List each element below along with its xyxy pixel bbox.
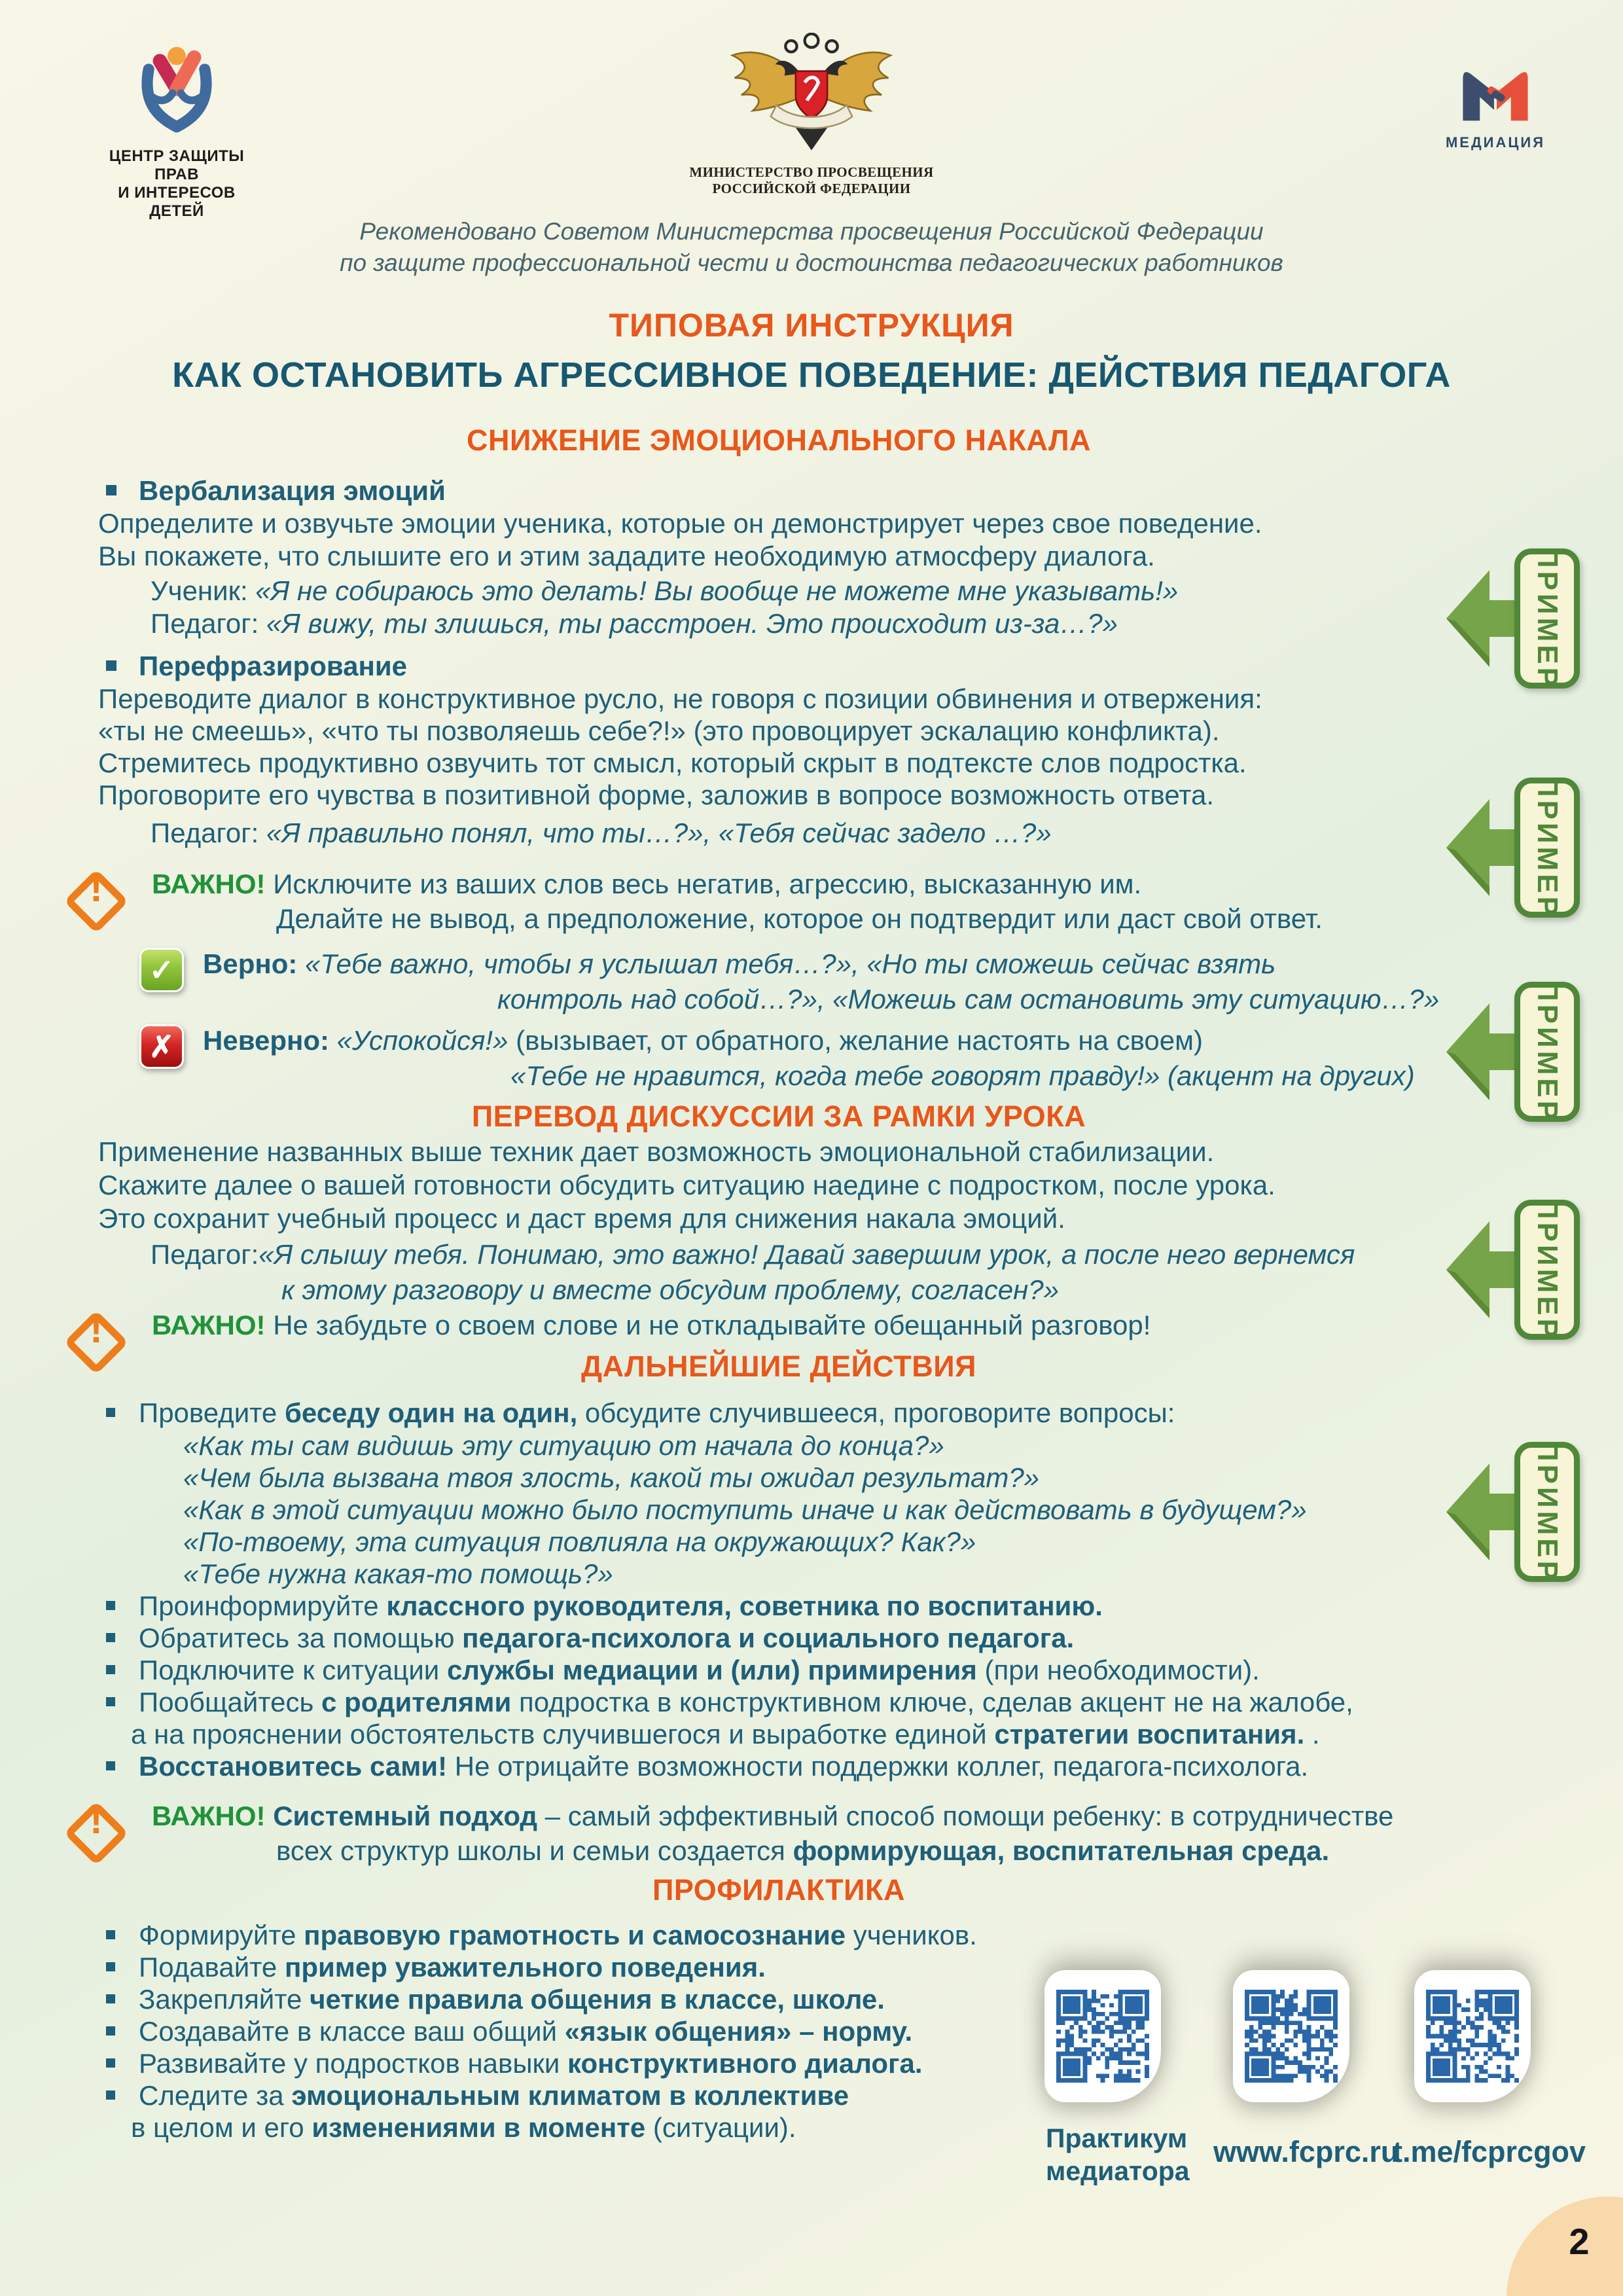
important-note-3 xyxy=(90,1798,1459,1868)
text-line: Вы покажете, что слышите его и этим зададите необходимую атмосферу диалога. xyxy=(98,541,1155,571)
russia-eagle-emblem-icon xyxy=(713,149,910,160)
qr-card-website xyxy=(1233,1970,1349,2102)
left-logo-caption-line1: ЦЕНТР ЗАЩИТЫ ПРАВ xyxy=(109,147,245,183)
bullet-psychologist: Обратитесь за помощью педагога-психолога и социального педагога. xyxy=(98,1622,1459,1654)
qr-code-icon xyxy=(1426,1990,1519,2083)
correct-line2: контроль над собой…?», «Можешь сам остановить эту ситуацию…?» xyxy=(497,984,1440,1014)
bullet-constructive-dialog: Развивайте у подростков навыки конструктивного диалога. xyxy=(98,2047,1459,2079)
important-text-line1: ВАЖНО! Системный подход – самый эффективный способ помощи ребенку: в сотрудничестве xyxy=(152,1801,1394,1831)
qr-label-website-url: www.fcprc.ru xyxy=(1213,2135,1399,2168)
qr-code-icon xyxy=(1056,1990,1149,2083)
warning-diamond-icon: ! xyxy=(58,1795,135,1872)
example-tab: ПРИМЕР xyxy=(1514,1442,1580,1582)
section-header-deescalation: СНИЖЕНИЕ ЭМОЦИОНАЛЬНОГО НАКАЛА xyxy=(466,423,1092,457)
important-text: ВАЖНО! Не забудьте о своем слове и не откладывайте обещанный разговор! xyxy=(152,1310,1151,1340)
recommendation-line1: Рекомендовано Советом Министерства просвещения Российской Федерации xyxy=(359,218,1264,245)
bullet-parents: Пообщайтесь с родителями подростка в конструктивном ключе, сделав акцент не на жалобе, xyxy=(98,1686,1459,1718)
text-line: «ты не смеешь», «что ты позволяешь себе?!» (это провоцирует эскалацию конфликта). xyxy=(98,715,1220,746)
text-line: Определите и озвучьте эмоции ученика, которые он демонстрирует через свое поведение. xyxy=(98,508,1262,539)
incorrect-example-row xyxy=(98,1023,1459,1094)
recommendation-note xyxy=(0,216,1623,279)
example-teacher-quote: Педагог: «Я вижу, ты злишься, ты расстроен. Это происходит из-за…?» xyxy=(151,608,1118,639)
page-title: КАК ОСТАНОВИТЬ АГРЕССИВНОЕ ПОВЕДЕНИЕ: ДЕЙСТВИЯ ПЕДАГОГА xyxy=(172,355,1451,395)
hands-child-icon xyxy=(128,130,226,141)
text-line: Стремитесь продуктивно озвучить тот смысл, который скрыт в подтексте слов подростка. xyxy=(98,747,1247,778)
content-column xyxy=(90,423,1459,2144)
important-text-line2: всех структур школы и семьи создается формирующая, воспитательная среда. xyxy=(276,1835,1330,1866)
mediation-m-handshake-icon xyxy=(1455,118,1536,130)
page-number: 2 xyxy=(1569,2221,1590,2262)
incorrect-line1: Неверно: «Успокойся!» (вызывает, от обратного, желание настоять на своем) xyxy=(203,1025,1203,1056)
bullet-parents-cont: а на прояснении обстоятельств случившегося и выработке единой стратегии воспитания. . xyxy=(131,1719,1320,1749)
qr-card-mediator-workshop xyxy=(1044,1970,1161,2102)
left-logo-caption-line2: И ИНТЕРЕСОВ ДЕТЕЙ xyxy=(118,184,236,220)
bullet-recover: Восстановитесь сами! Не отрицайте возможности поддержки коллег, педагога-психолога. xyxy=(98,1750,1459,1782)
example-student-quote: Ученик: «Я не собираюсь это делать! Вы вообще не можете мне указывать!» xyxy=(151,575,1179,606)
qr-code-icon xyxy=(1245,1990,1338,2083)
bullet-verbalization: Вербализация эмоций xyxy=(98,475,1459,507)
qr-label-telegram-url: t.me/fcprcgov xyxy=(1393,2135,1586,2168)
example-tab: ПРИМЕР xyxy=(1514,982,1580,1122)
bullet-respect-example: Подавайте пример уважительного поведения. xyxy=(98,1951,1459,1983)
example-tab: ПРИМЕР xyxy=(1514,778,1580,918)
text-line: Переводите диалог в конструктивное русло, не говоря с позиции обвинения и отвержения: xyxy=(98,683,1262,714)
question-quote: «По-твоему, эта ситуация повлияла на окружающих? Как?» xyxy=(183,1526,976,1557)
example-teacher-quote: Педагог:«Я слышу тебя. Понимаю, это важно! Давай завершим урок, а после него вернемся xyxy=(151,1239,1355,1270)
children-rights-center-logo xyxy=(98,41,255,221)
mediation-logo xyxy=(1420,58,1571,151)
important-text-line2: Делайте не вывод, а предположение, которое он подтвердит или даст свой ответ. xyxy=(276,903,1323,934)
bullet-clear-rules: Закрепляйте четкие правила общения в классе, школе. xyxy=(98,1983,1459,2015)
important-note-2 xyxy=(90,1307,1459,1351)
bullet-emotional-climate-cont: в целом и его изменениями в моменте (ситуации). xyxy=(131,2112,796,2143)
question-quote: «Чем была вызвана твоя злость, какой ты ожидал результат?» xyxy=(183,1462,1040,1493)
text-line: Скажите далее о вашей готовности обсудить ситуацию наедине с подростком, после урока. xyxy=(98,1170,1275,1200)
section-header-next-steps: ДАЛЬНЕЙШИЕ ДЕЙСТВИЯ xyxy=(581,1350,976,1383)
cross-icon: ✗ xyxy=(139,1024,184,1069)
checkmark-icon: ✓ xyxy=(139,948,184,992)
section-header-prevention: ПРОФИЛАКТИКА xyxy=(652,1873,905,1907)
bullet-inform: Проинформируйте классного руководителя, советника по воспитанию. xyxy=(98,1590,1459,1622)
ministry-caption-line2: РОССИЙСКОЙ ФЕДЕРАЦИИ xyxy=(712,181,911,196)
bullet-legal-literacy: Формируйте правовую грамотность и самосознание учеников. xyxy=(98,1919,1459,1951)
important-note-1 xyxy=(90,866,1459,936)
incorrect-line2: «Тебе не нравится, когда тебе говорят правду!» (акцент на других) xyxy=(510,1060,1415,1091)
bullet-emotional-climate: Следите за эмоциональным климатом в коллективе xyxy=(98,2079,1459,2111)
ministry-logo xyxy=(668,33,955,197)
text-line: Проговорите его чувства в позитивной форме, заложив в вопросе возможность ответа. xyxy=(98,780,1215,810)
bullet-mediation-services: Подключите к ситуации службы медиации и (или) примирения (при необходимости). xyxy=(98,1654,1459,1686)
correct-line1: Верно: «Тебе важно, чтобы я услышал тебя…?», «Но ты сможешь сейчас взять xyxy=(203,948,1276,979)
text-line: Применение названных выше техник дает возможность эмоциональной стабилизации. xyxy=(98,1136,1215,1167)
correct-example-row xyxy=(98,946,1459,1017)
example-tab: ПРИМЕР xyxy=(1514,548,1580,689)
qr-card-telegram xyxy=(1414,1970,1531,2102)
question-quote: «Как в этой ситуации можно было поступить иначе и как действовать в будущем?» xyxy=(183,1494,1307,1525)
section-header-discussion: ПЕРЕВОД ДИСКУССИИ ЗА РАМКИ УРОКА xyxy=(471,1100,1086,1133)
ministry-caption-line1: МИНИСТЕРСТВО ПРОСВЕЩЕНИЯ xyxy=(689,164,934,180)
bullet-one-on-one: Проведите беседу один на один, обсудите случившееся, проговорите вопросы: xyxy=(98,1397,1459,1429)
bullet-common-language: Создавайте в классе ваш общий «язык общения» – норму. xyxy=(98,2015,1459,2047)
warning-diamond-icon: ! xyxy=(58,863,135,940)
mediation-caption: МЕДИАЦИЯ xyxy=(1445,134,1546,151)
important-text-line1: ВАЖНО! Исключите из ваших слов весь негатив, агрессию, высказанную им. xyxy=(152,869,1142,899)
question-quote: «Как ты сам видишь эту ситуацию от начала до конца?» xyxy=(183,1430,944,1461)
bullet-paraphrasing: Перефразирование xyxy=(98,650,1459,683)
recommendation-line2: по защите профессиональной чести и достоинства педагогических работников xyxy=(340,249,1283,276)
example-teacher-quote: Педагог: «Я правильно понял, что ты…?», «Тебя сейчас задело …?» xyxy=(151,817,1052,848)
example-tab: ПРИМЕР xyxy=(1514,1200,1580,1340)
example-teacher-quote-cont: к этому разговору и вместе обсудим проблему, согласен?» xyxy=(281,1274,1059,1305)
document-type-title: ТИПОВАЯ ИНСТРУКЦИЯ xyxy=(609,307,1014,344)
question-quote: «Тебе нужна какая-то помощь?» xyxy=(183,1558,613,1589)
qr-label-mediator-workshop: Практикум медиатора xyxy=(1046,2123,1190,2186)
text-line: Это сохранит учебный процесс и даст время для снижения накала эмоций. xyxy=(98,1203,1065,1234)
warning-diamond-icon: ! xyxy=(58,1304,135,1381)
